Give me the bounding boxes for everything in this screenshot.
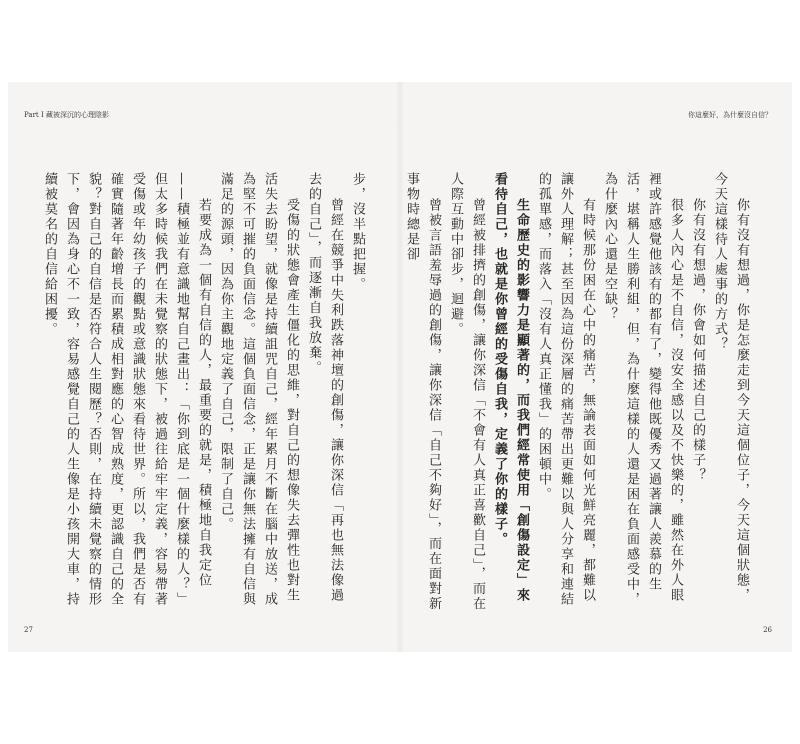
right-page — [400, 82, 792, 652]
right-paragraph-7: 曾被言語羞辱過的創傷，讓你深信「自己不夠好」，而在面對新事物時總是卻 — [404, 172, 441, 612]
left-body-text — [38, 172, 368, 612]
right-page-number: 26 — [763, 626, 772, 634]
right-paragraph-6: 曾經被排擠的創傷，讓你深信「不會有人真正喜歡自己」，而在人際互動中卻步，迴避。 — [448, 172, 485, 612]
left-paragraph-3: 受傷的狀態會產生僵化的思維，對自己的想像失去彈性也對生活失去盼望，就像是持續詛咒自己，經年累月不斷在腦中放送，成為堅不可摧的負面信念。這個負面信念，正是讓你無法擁有自信與滿足的源頭，因為你主觀地定義了自己，限制了自己。 — [218, 172, 299, 607]
left-paragraph-4: 若要成為一個有自信的人，最重要的就是，積極地自我定位——積極並有意識地幫自己畫出：「你到底是一個什麼樣的人？」但太多時候我們在未覺察的狀態下，被過往給牢牢定義，容易帶著受傷或年幼孩子的觀點或意識狀態來看待世界。所以，我們是否有確實隨著年齡增長而累積成相對應的心智成熟度，更認識自己的全貌？對自己的自信是否符合人生閱歷？否則，在持續未覺察的情形下，會因為身心不一致，容易感覺自己的人生像是小孩開大車，持續被莫名的自信給困擾。 — [42, 172, 211, 607]
book-spread — [8, 82, 792, 652]
right-paragraph-1: 你有沒有想過，你是怎麼走到今天這個位子，今天這個狀態，今天這樣待人處事的方式？ — [712, 172, 749, 603]
left-page — [8, 82, 400, 652]
left-paragraph-1: 步，沒半點把握。 — [350, 172, 365, 292]
right-paragraph-2: 你有沒有想過，你會如何描述自己的樣子？ — [690, 198, 705, 483]
left-running-head: Part I 藏被深沉的心理陰影 — [24, 111, 109, 119]
right-paragraph-3: 很多人內心是不自信，沒安全感以及不快樂的，雖然在外人眼裡或許感覺他該有的都有了，變得他既優秀又過著讓人羨慕的生活，堪稱人生勝利組，但，為什麼這樣的人還是困在負面感受中，為什麼內心還是空缺？ — [602, 172, 683, 607]
right-paragraph-5-emphasis: 生命歷史的影響力是顯著的，而我們經常使用「創傷設定」來看待自己，也就是你曾經的受傷自我，定義了你的樣子。 — [492, 172, 529, 603]
right-paragraph-4: 有時候那份困在心中的痛苦，無論表面如何光鮮亮麗，都難以讓外人理解；甚至因為這份深層的痛苦帶出更難以與人分享和連結的孤單感，而落入「沒有人真正懂我」的困頓中。 — [536, 172, 595, 607]
right-running-head: 你這麼好，為什麼沒自信？ — [688, 111, 772, 119]
left-paragraph-2: 曾經在競爭中失利跌落神壇的創傷，讓你深信「再也無法像過去的自己」，而逐漸自我放棄。 — [306, 172, 343, 603]
right-body-text — [404, 172, 752, 612]
left-page-number: 27 — [24, 626, 33, 634]
